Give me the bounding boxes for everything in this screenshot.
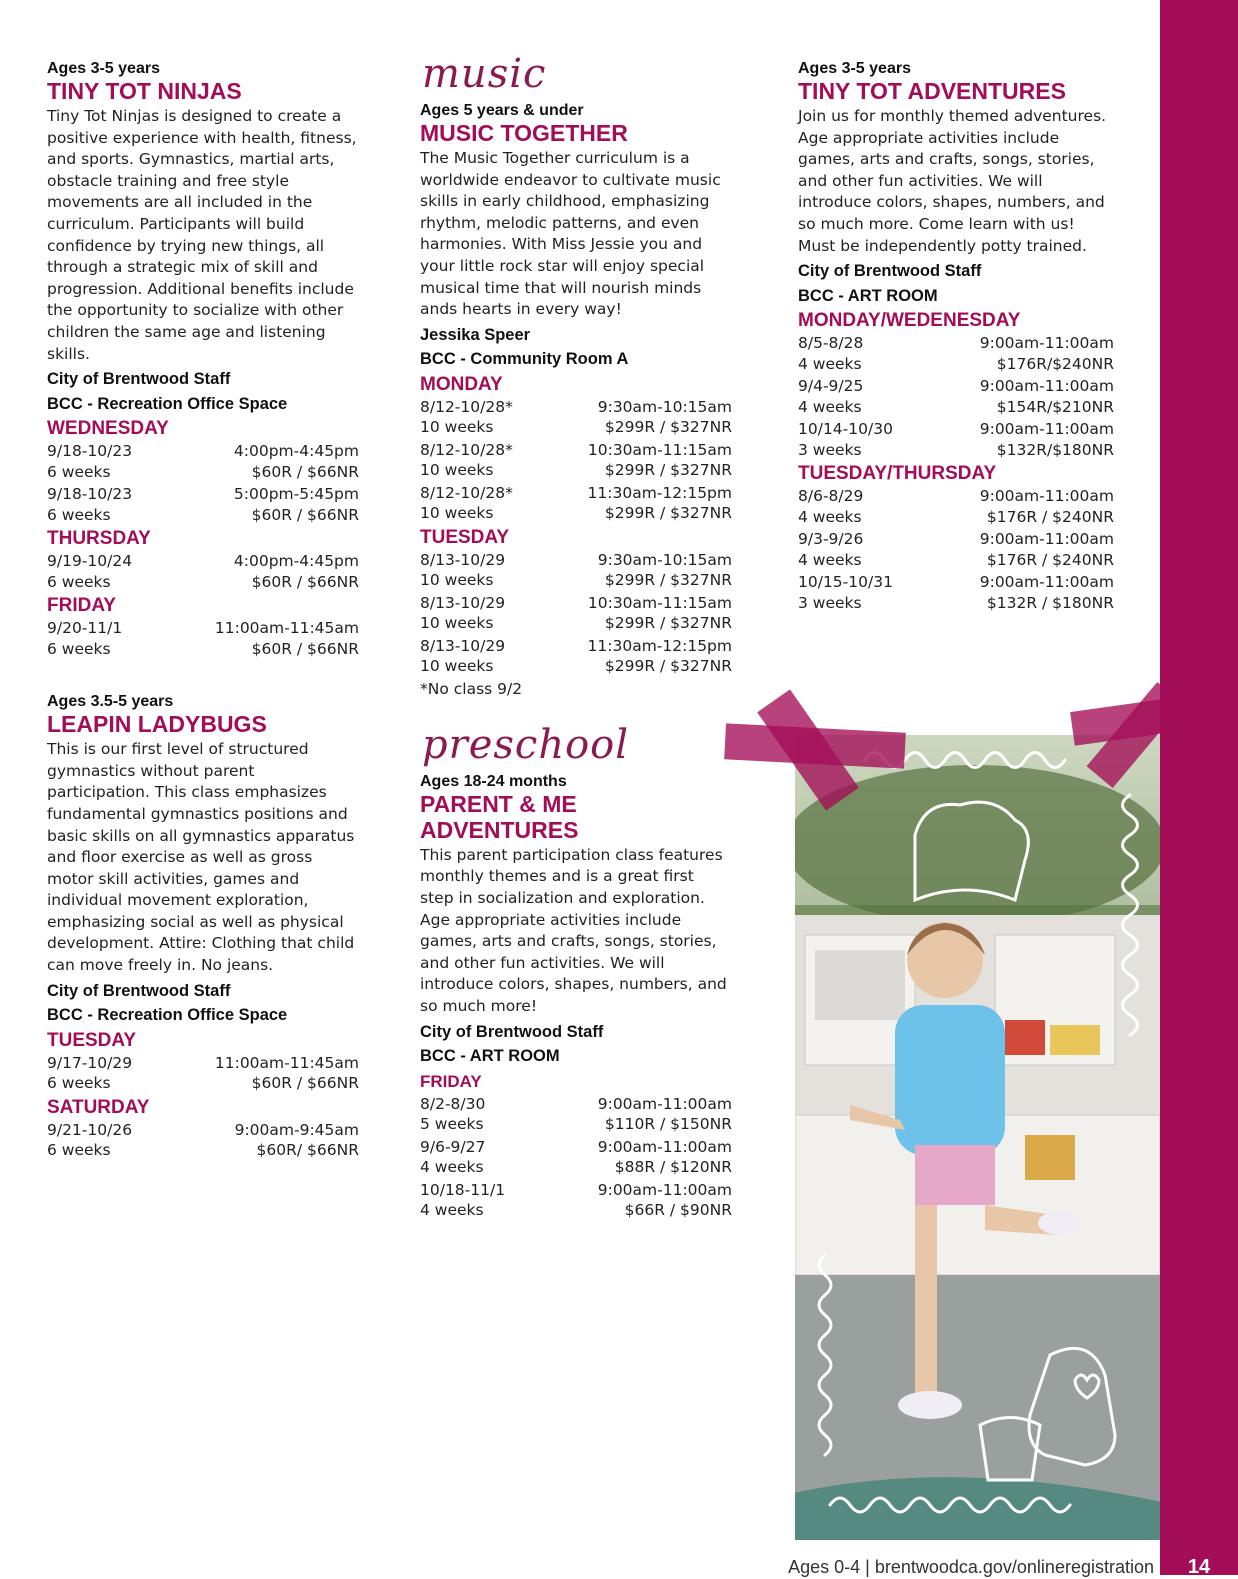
program-instructor: City of Brentwood Staff <box>420 1022 604 1041</box>
program-leapin-ladybugs <box>47 693 359 1161</box>
session-weeks: 4 weeks <box>798 397 862 416</box>
program-age: Ages 5 years & under <box>420 102 584 119</box>
session <box>798 333 1114 374</box>
session <box>420 440 732 481</box>
program-description: Tiny Tot Ninjas is designed to create a positive experience with health, fitness, and sports. Gymnastics, martial arts, obstacle training and free style movements are all included in the curriculum. Participants will build confidence by trying new things, all through a strategic mix of skill and progression. Additional benefits include the opportunity to socialize with other children the same age and listening skills. <box>47 107 357 363</box>
session-price: $132R / $180NR <box>986 593 1114 612</box>
session-time: 9:30am-10:15am <box>597 550 732 569</box>
session-price: $66R / $90NR <box>624 1201 732 1219</box>
program-instructor: Jessika Speer <box>420 325 531 344</box>
session-time: 9:00am-9:45am <box>234 1120 359 1139</box>
session-time: 9:00am-11:00am <box>979 334 1114 353</box>
session-dates: 9/18-10/23 <box>47 442 133 461</box>
session <box>420 1137 732 1178</box>
section-heading-music: music <box>422 51 547 97</box>
session-dates: 8/12-10/28* <box>420 483 513 502</box>
program-title: MUSIC TOGETHER <box>420 120 628 146</box>
session-dates: 10/18-11/1 <box>420 1180 506 1199</box>
session-weeks: 4 weeks <box>798 550 862 569</box>
session <box>420 636 732 677</box>
footer-text: Ages 0-4 | brentwoodca.gov/onlineregistration <box>788 1557 1154 1577</box>
program-title: PARENT & ME ADVENTURES <box>420 790 579 843</box>
session <box>47 1053 359 1094</box>
session-time: 10:30am-11:15am <box>587 440 732 459</box>
session <box>798 486 1114 527</box>
page-number: 14 <box>1187 1556 1211 1578</box>
session-dates: 8/13-10/29 <box>420 636 506 655</box>
program-age: Ages 3-5 years <box>47 60 160 77</box>
program-title: TINY TOT NINJAS <box>47 78 242 104</box>
session <box>47 551 359 592</box>
session-weeks: 10 weeks <box>420 418 494 437</box>
session-dates: 8/6-8/29 <box>798 487 864 506</box>
session-price: $110R / $150NR <box>604 1115 732 1133</box>
session <box>420 397 732 438</box>
session-dates: 9/19-10/24 <box>47 552 133 571</box>
session-time: 11:00am-11:45am <box>214 619 359 638</box>
session-time: 9:00am-11:00am <box>979 420 1114 439</box>
session-dates: 9/3-9/26 <box>798 530 864 549</box>
session <box>420 483 732 524</box>
session-price: $299R / $327NR <box>604 614 732 633</box>
session-weeks: 5 weeks <box>420 1115 484 1133</box>
column-right <box>798 60 1114 615</box>
session-weeks: 4 weeks <box>420 1158 484 1176</box>
session-time: 11:30am-12:15pm <box>587 636 732 655</box>
program-parent-me-adventures <box>420 773 732 1221</box>
session-time: 9:00am-11:00am <box>979 377 1114 396</box>
program-music-together <box>420 102 732 699</box>
session-weeks: 4 weeks <box>798 507 862 526</box>
child-photo <box>795 735 1160 1540</box>
session-weeks: 10 weeks <box>420 657 494 676</box>
program-location: BCC - Community Room A <box>420 350 629 369</box>
session-dates: 10/14-10/30 <box>798 420 893 439</box>
session-price: $60R / $66NR <box>251 1074 359 1093</box>
session-dates: 8/12-10/28* <box>420 440 513 459</box>
session-time: 4:00pm-4:45pm <box>233 552 359 571</box>
session <box>798 376 1114 417</box>
session-weeks: 6 weeks <box>47 505 111 524</box>
session-time: 9:00am-11:00am <box>597 1094 732 1113</box>
session-weeks: 6 weeks <box>47 572 111 591</box>
session-weeks: 6 weeks <box>47 1074 111 1093</box>
program-age: Ages 18-24 months <box>420 772 567 790</box>
program-location: BCC - ART ROOM <box>798 286 938 305</box>
session-price: $299R / $327NR <box>604 504 732 523</box>
session-time: 4:00pm-4:45pm <box>233 442 359 461</box>
session-price: $60R / $66NR <box>251 462 359 481</box>
session-weeks: 6 weeks <box>47 1141 111 1160</box>
session-weeks: 10 weeks <box>420 461 494 480</box>
day-heading: TUESDAY <box>47 1029 137 1051</box>
program-description: The Music Together curriculum is a worldwide endeavor to cultivate music skills in early childhood, emphasizing rhythm, melodic patterns, and even harmonies. With Miss Jessie you and your little rock star will enjoy special musical time that will nourish minds ands hearts in every way! <box>420 149 721 319</box>
session-price: $176R / $240NR <box>986 507 1114 526</box>
day-heading: MONDAY <box>420 373 503 395</box>
day-heading: SATURDAY <box>47 1096 150 1118</box>
session-price: $299R / $327NR <box>604 461 732 480</box>
session <box>420 1180 732 1221</box>
session-dates: 8/13-10/29 <box>420 550 506 569</box>
program-instructor: City of Brentwood Staff <box>798 262 982 281</box>
program-description: This is our first level of structured gymnastics without parent participation. This class emphasizes fundamental gymnastics positions and basic skills on all gymnastics apparatus and floor exercise as well as gross motor skill activities, games and individual movement exploration, emphasizing social as well as physical development. Attire: Clothing that child can move freely in. No jeans. <box>47 740 355 975</box>
session-time: 11:30am-12:15pm <box>587 483 732 502</box>
page-edge-band <box>1160 0 1238 1575</box>
session <box>420 1094 732 1135</box>
program-title: TINY TOT ADVENTURES <box>798 78 1066 104</box>
session-time: 9:00am-11:00am <box>597 1180 732 1199</box>
session-weeks: 10 weeks <box>420 504 494 523</box>
session-price: $132R/$180NR <box>996 440 1114 459</box>
day-heading: FRIDAY <box>420 1071 482 1091</box>
session-time: 5:00pm-5:45pm <box>233 485 359 504</box>
program-location: BCC - ART ROOM <box>420 1047 560 1065</box>
session <box>47 1120 359 1161</box>
session-time: 9:00am-11:00am <box>979 573 1114 592</box>
session <box>798 529 1114 570</box>
session-dates: 8/2-8/30 <box>420 1094 486 1113</box>
session-time: 9:00am-11:00am <box>979 530 1114 549</box>
session-price: $60R / $66NR <box>251 572 359 591</box>
session <box>798 419 1114 460</box>
program-description: Join us for monthly themed adventures. Age appropriate activities include games, arts and crafts, songs, stories, and other fun activities. We will introduce colors, shapes, numbers, and so much more. Come learn with us! Must be independently potty trained. <box>798 107 1107 255</box>
session-dates: 9/4-9/25 <box>798 377 864 396</box>
session-dates: 8/12-10/28* <box>420 397 513 416</box>
session <box>47 484 359 525</box>
day-heading: TUESDAY/THURSDAY <box>798 463 997 485</box>
program-instructor: City of Brentwood Staff <box>47 370 231 389</box>
session-weeks: 4 weeks <box>798 354 862 373</box>
day-heading: TUESDAY <box>420 526 510 548</box>
session-dates: 9/6-9/27 <box>420 1137 486 1156</box>
session <box>420 593 732 634</box>
day-heading: THURSDAY <box>47 528 151 550</box>
session <box>420 550 732 591</box>
column-middle <box>420 52 732 1223</box>
session-price: $299R / $327NR <box>604 657 732 676</box>
session <box>47 441 359 482</box>
session-weeks: 3 weeks <box>798 593 862 612</box>
program-age: Ages 3.5-5 years <box>47 693 174 711</box>
session-weeks: 10 weeks <box>420 571 494 590</box>
session-dates: 9/20-11/1 <box>47 619 123 638</box>
session-price: $299R / $327NR <box>604 571 732 590</box>
program-age: Ages 3-5 years <box>798 60 911 77</box>
day-heading: FRIDAY <box>47 595 116 617</box>
session-time: 9:00am-11:00am <box>979 487 1114 506</box>
day-heading: MONDAY/WEDENESDAY <box>798 310 1021 332</box>
session-weeks: 10 weeks <box>420 614 494 633</box>
schedule-note: *No class 9/2 <box>420 679 523 698</box>
program-tiny-tot-ninjas <box>47 60 359 659</box>
session-dates: 9/18-10/23 <box>47 485 133 504</box>
session-dates: 8/13-10/29 <box>420 593 506 612</box>
program-location: BCC - Recreation Office Space <box>47 394 288 413</box>
program-description: This parent participation class features monthly themes and is a great first step in socialization and exploration. Age appropriate activities include games, arts and crafts, songs, stories, and other fun activities. We will introduce colors, shapes, numbers, and so much more! <box>420 845 727 1015</box>
session-weeks: 3 weeks <box>798 440 862 459</box>
session-weeks: 4 weeks <box>420 1201 484 1219</box>
program-instructor: City of Brentwood Staff <box>47 981 231 1000</box>
column-left <box>47 60 359 1163</box>
session-time: 10:30am-11:15am <box>587 593 732 612</box>
day-heading: WEDNESDAY <box>47 418 169 440</box>
section-heading-preschool: preschool <box>422 721 630 768</box>
session-dates: 9/21-10/26 <box>47 1120 133 1139</box>
session-price: $154R/$210NR <box>996 397 1114 416</box>
child-photo-illustration <box>795 735 1160 1540</box>
session <box>47 618 359 659</box>
session-weeks: 6 weeks <box>47 462 111 481</box>
program-tiny-tot-adventures <box>798 60 1114 613</box>
session-dates: 10/15-10/31 <box>798 573 893 592</box>
session-price: $88R / $120NR <box>614 1158 732 1176</box>
session-time: 9:30am-10:15am <box>597 397 732 416</box>
session-price: $60R / $66NR <box>251 639 359 658</box>
session-dates: 8/5-8/28 <box>798 334 864 353</box>
session-price: $176R/$240NR <box>996 354 1114 373</box>
session <box>798 572 1114 613</box>
spacer <box>47 661 359 693</box>
session-price: $60R / $66NR <box>251 505 359 524</box>
session-price: $60R/ $66NR <box>256 1141 359 1160</box>
program-title: LEAPIN LADYBUGS <box>47 711 267 738</box>
program-location: BCC - Recreation Office Space <box>47 1006 288 1025</box>
session-weeks: 6 weeks <box>47 639 111 658</box>
session-price: $176R / $240NR <box>986 550 1114 569</box>
session-time: 11:00am-11:45am <box>214 1053 359 1072</box>
session-price: $299R / $327NR <box>604 418 732 437</box>
session-dates: 9/17-10/29 <box>47 1053 133 1072</box>
session-time: 9:00am-11:00am <box>597 1137 732 1156</box>
